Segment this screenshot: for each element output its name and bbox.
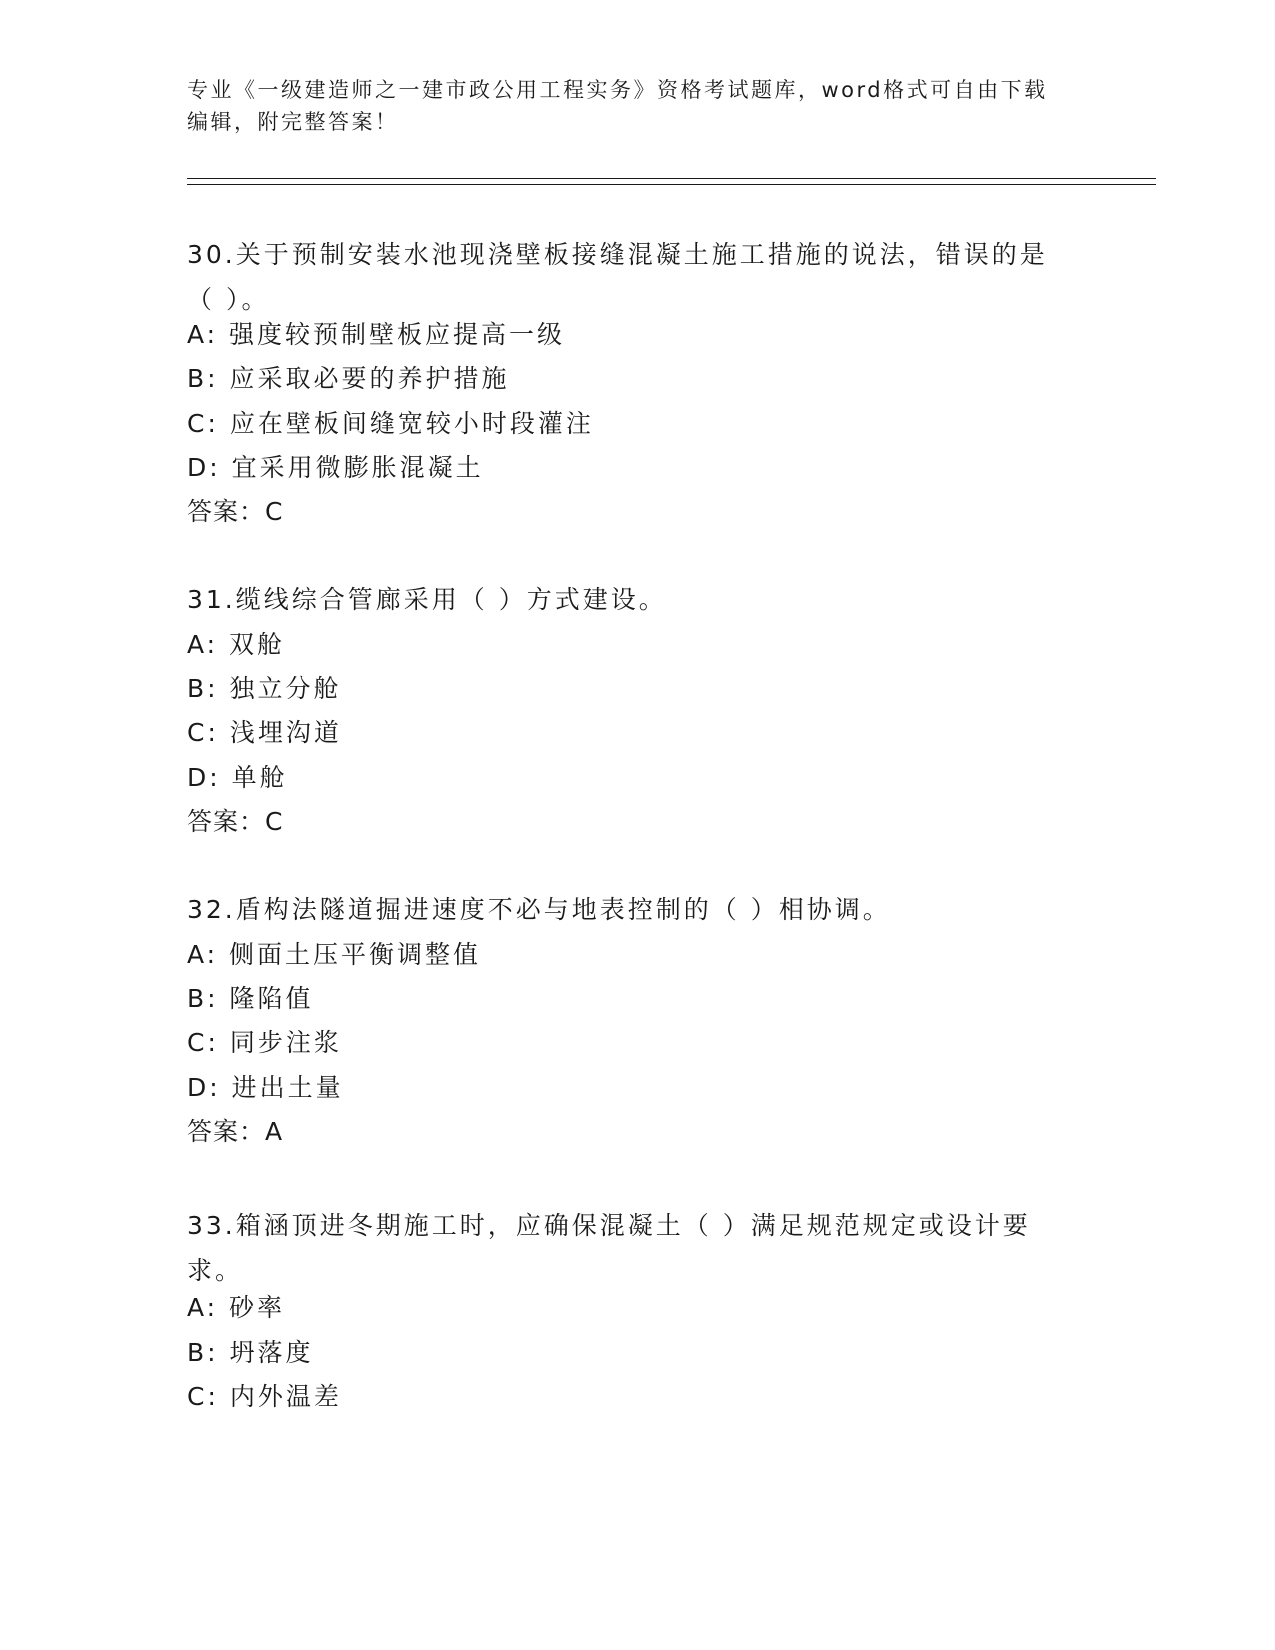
answer-label: 答案：C	[187, 807, 284, 836]
option-a: A: 砂率	[187, 1293, 286, 1322]
question-stem: 30.关于预制安装水池现浇壁板接缝混凝土施工措施的说法，错误的是（ ）。	[187, 240, 1048, 314]
option-b: B: 坍落度	[187, 1338, 314, 1367]
answer-label: 答案：C	[187, 497, 284, 526]
answer-label: 答案：A	[187, 1117, 284, 1146]
option-a: A: 双舱	[187, 630, 286, 659]
option-a: A: 侧面土压平衡调整值	[187, 940, 482, 969]
option-c: C: 内外温差	[187, 1382, 342, 1411]
option-a: A: 强度较预制壁板应提高一级	[187, 320, 566, 349]
question-stem: 32.盾构法隧道掘进速度不必与地表控制的（ ）相协调。	[187, 895, 891, 924]
header-divider-bottom	[187, 184, 1156, 185]
option-b: B: 隆陷值	[187, 984, 314, 1013]
document-header: 专业《一级建造师之一建市政公用工程实务》资格考试题库，word格式可自由下载编辑，附完整答案！	[187, 78, 1048, 134]
option-d: D: 进出土量	[187, 1073, 344, 1102]
question-stem: 33.箱涵顶进冬期施工时，应确保混凝土（ ）满足规范规定或设计要求。	[187, 1211, 1031, 1285]
option-c: C: 浅埋沟道	[187, 718, 342, 747]
header-divider-top	[187, 178, 1156, 179]
option-d: D: 单舱	[187, 763, 288, 792]
question-stem: 31.缆线综合管廊采用（ ）方式建设。	[187, 585, 667, 614]
option-c: C: 同步注浆	[187, 1028, 342, 1057]
option-c: C: 应在壁板间缝宽较小时段灌注	[187, 409, 594, 438]
option-b: B: 独立分舱	[187, 674, 342, 703]
option-b: B: 应采取必要的养护措施	[187, 364, 510, 393]
option-d: D: 宜采用微膨胀混凝土	[187, 453, 484, 482]
